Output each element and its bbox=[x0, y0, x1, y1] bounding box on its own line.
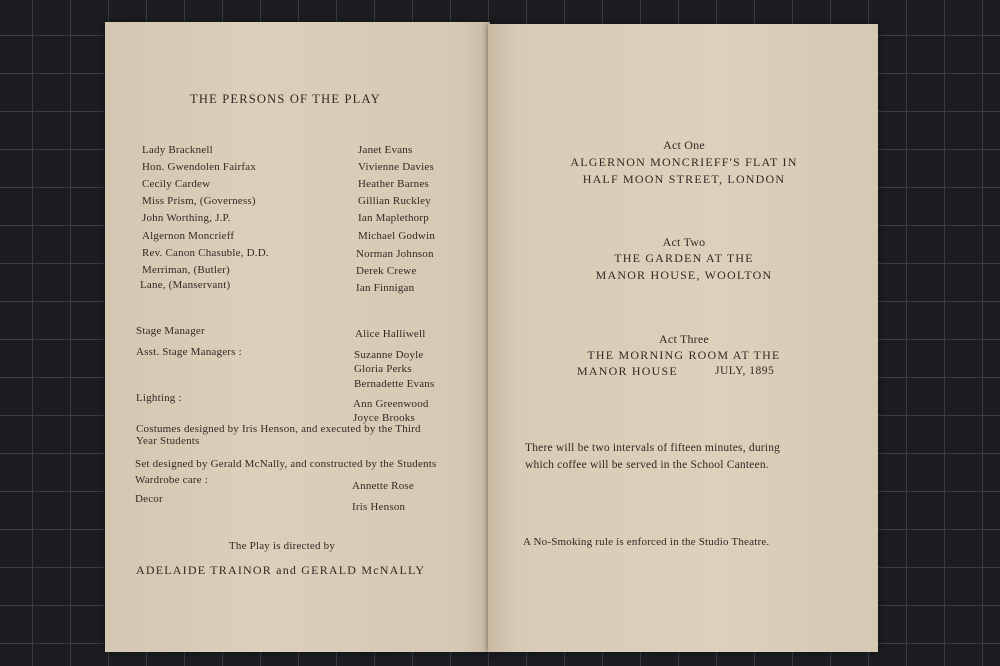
cast-actor: Michael Godwin bbox=[358, 230, 436, 242]
stage-manager-label: Stage Manager bbox=[136, 325, 205, 337]
lighting-name: Joyce Brooks bbox=[353, 412, 415, 424]
cast-actor: Gillian Ruckley bbox=[358, 195, 431, 207]
act-two-setting-cont: MANOR HOUSE, WOOLTON bbox=[595, 268, 773, 282]
asst-stage-manager-name: Suzanne Doyle bbox=[354, 349, 424, 361]
right-page bbox=[488, 24, 878, 652]
stage-manager-name: Alice Halliwell bbox=[355, 328, 426, 340]
act-three-label: Act Three bbox=[659, 332, 709, 346]
intervals-note-cont: which coffee will be served in the School Canteen. bbox=[525, 459, 769, 471]
set-credit: Set designed by Gerald McNally, and constructed by the Students bbox=[135, 458, 437, 470]
directed-by-label: The Play is directed by bbox=[229, 540, 336, 552]
asst-stage-managers-label: Asst. Stage Managers : bbox=[136, 346, 242, 358]
costumes-credit-cont: Year Students bbox=[136, 435, 200, 447]
wardrobe-name: Annette Rose bbox=[352, 480, 414, 492]
asst-stage-manager-name: Gloria Perks bbox=[354, 363, 412, 375]
decor-label: Decor bbox=[135, 493, 163, 505]
act-one-label: Act One bbox=[663, 138, 705, 152]
cast-actor: Ian Finnigan bbox=[356, 282, 415, 294]
cast-role: Cecily Cardew bbox=[142, 178, 211, 190]
left-page bbox=[105, 22, 490, 652]
cast-actor: Norman Johnson bbox=[356, 248, 434, 260]
cast-actor: Vivienne Davies bbox=[358, 161, 434, 173]
persons-heading: THE PERSONS OF THE PLAY bbox=[190, 92, 381, 106]
cast-role: Hon. Gwendolen Fairfax bbox=[142, 161, 257, 173]
act-two-label: Act Two bbox=[662, 235, 706, 249]
cast-role: John Worthing, J.P. bbox=[142, 212, 231, 224]
cast-role: Miss Prism, (Governess) bbox=[142, 195, 256, 207]
cast-role: Lane, (Manservant) bbox=[140, 279, 231, 291]
intervals-note: There will be two intervals of fifteen minutes, during bbox=[525, 442, 781, 454]
cast-actor: Janet Evans bbox=[358, 144, 413, 156]
lighting-label: Lighting : bbox=[136, 392, 182, 404]
decor-name: Iris Henson bbox=[352, 501, 406, 513]
act-one-setting-cont: HALF MOON STREET, LONDON bbox=[582, 172, 786, 186]
cast-role: Lady Bracknell bbox=[142, 144, 213, 156]
act-three-date: JULY, 1895 bbox=[715, 365, 775, 377]
directors: ADELAIDE TRAINOR and GERALD McNALLY bbox=[136, 563, 426, 577]
act-two-setting: THE GARDEN AT THE bbox=[614, 251, 754, 265]
wardrobe-label: Wardrobe care : bbox=[135, 474, 208, 486]
act-one-setting: ALGERNON MONCRIEFF'S FLAT IN bbox=[570, 155, 798, 169]
cast-role: Merriman, (Butler) bbox=[142, 264, 230, 276]
no-smoking-note: A No-Smoking rule is enforced in the Studio Theatre. bbox=[523, 536, 770, 548]
cast-role: Algernon Moncrieff bbox=[142, 230, 235, 242]
costumes-credit: Costumes designed by Iris Henson, and executed by the Third bbox=[136, 423, 421, 435]
cast-role: Rev. Canon Chasuble, D.D. bbox=[142, 247, 269, 259]
act-three-setting-cont: MANOR HOUSE bbox=[577, 364, 678, 378]
cast-actor: Derek Crewe bbox=[356, 265, 417, 277]
cast-actor: Heather Barnes bbox=[358, 178, 429, 190]
cast-actor: Ian Maplethorp bbox=[358, 212, 429, 224]
lighting-name: Ann Greenwood bbox=[353, 398, 429, 410]
asst-stage-manager-name: Bernadette Evans bbox=[354, 378, 435, 390]
act-three-setting: THE MORNING ROOM AT THE bbox=[587, 348, 781, 362]
